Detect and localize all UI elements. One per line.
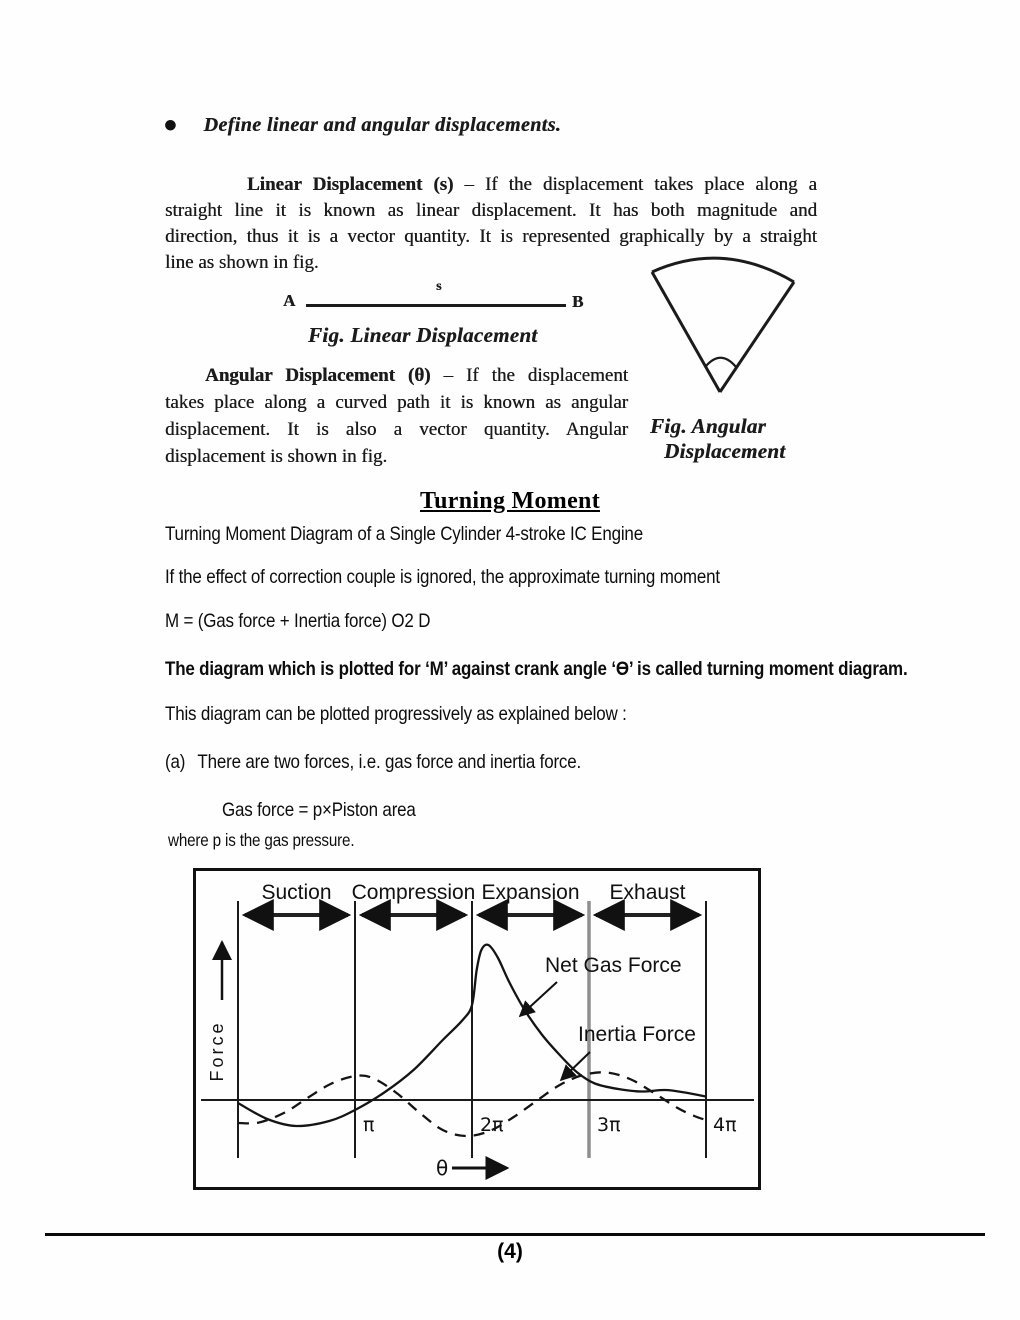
pressure-note: where p is the gas pressure. — [168, 830, 355, 850]
angular-displacement-figure — [632, 246, 822, 416]
annotation-arrow-inertia-force — [561, 1052, 590, 1080]
x-tick-label-π: π — [363, 1114, 375, 1136]
angular-displacement-paragraph — [165, 362, 628, 470]
sector-left-ray — [652, 272, 720, 392]
item-a-text: There are two forces, i.e. gas force and inertia force. — [197, 751, 582, 773]
paragraph-line: line as shown in fig. — [165, 252, 319, 273]
caption-line: Displacement — [664, 439, 786, 463]
paragraph-text: – If the displacement — [430, 365, 628, 386]
sector-right-ray — [720, 282, 794, 392]
phase-label-exhaust: Exhaust — [609, 881, 686, 904]
x-tick-label-3π: 3π — [597, 1114, 621, 1136]
question-heading — [163, 113, 561, 137]
paragraph-text: – If the displacement takes place along a — [453, 174, 817, 195]
paragraph-line — [165, 362, 628, 389]
y-axis-label-force: Force — [207, 1020, 227, 1082]
bullet-icon: ● — [163, 112, 178, 138]
tm-item-a — [165, 751, 581, 774]
linear-figure-caption: Fig. Linear Displacement — [308, 323, 538, 347]
caption-line: Fig. Angular — [650, 414, 767, 438]
linear-displacement-line — [306, 304, 566, 307]
phase-label-suction: Suction — [261, 881, 332, 904]
paragraph-line: straight line it is known as linear displacement. It has both magnitude and — [165, 200, 817, 221]
tm-subtitle: Turning Moment Diagram of a Single Cylinder 4-stroke IC Engine — [165, 523, 643, 545]
paragraph-line: displacement is shown in fig. — [165, 446, 388, 467]
tm-paragraph-1: If the effect of correction couple is ignored, the approximate turning moment — [165, 566, 720, 588]
linear-figure-label-s: s — [436, 279, 442, 294]
x-tick-label-4π: 4π — [713, 1114, 737, 1136]
page-number: (4) — [497, 1240, 523, 1263]
phase-label-expansion: Expansion — [481, 881, 580, 904]
paragraph-line: direction, thus it is a vector quantity. It is represented graphically by a straight — [165, 226, 817, 247]
gas-force-formula: Gas force = p×Piston area — [222, 799, 416, 821]
sector-arc — [652, 258, 794, 282]
phase-label-compression: Compression — [351, 881, 476, 904]
annotation-arrow-net-gas-force — [520, 982, 557, 1016]
footer-rule — [45, 1233, 985, 1236]
question-text: Define linear and angular displacements. — [203, 113, 562, 136]
angular-displacement-lead: Angular Displacement (θ) — [205, 365, 431, 386]
paragraph-line — [165, 172, 817, 198]
tm-paragraph-2: The diagram which is plotted for ‘M’ against crank angle ‘Ɵ’ is called turning moment diagram. — [165, 658, 908, 680]
paragraph-line: displacement. It is also a vector quantity. Angular — [165, 419, 628, 440]
turning-moment-chart — [193, 868, 761, 1190]
x-axis-label-theta: θ — [436, 1156, 449, 1180]
annotation-inertia-force: Inertia Force — [578, 1023, 696, 1046]
linear-figure-label-a: A — [283, 291, 296, 310]
paragraph-line: takes place along a curved path it is known as angular — [165, 392, 628, 413]
linear-displacement-lead: Linear Displacement (s) — [247, 174, 454, 195]
item-a-label: (a) — [165, 751, 186, 773]
angular-figure-caption — [650, 414, 785, 464]
tm-paragraph-3: This diagram can be plotted progressively as explained below : — [165, 703, 627, 725]
turning-moment-heading: Turning Moment — [419, 488, 600, 514]
linear-figure-label-b: B — [572, 292, 584, 311]
annotation-net-gas-force: Net Gas Force — [545, 954, 682, 977]
x-tick-label-2π: 2π — [480, 1114, 504, 1136]
theta-angle-arc — [706, 358, 736, 367]
tm-formula: M = (Gas force + Inertia force) O2 D — [165, 610, 431, 632]
